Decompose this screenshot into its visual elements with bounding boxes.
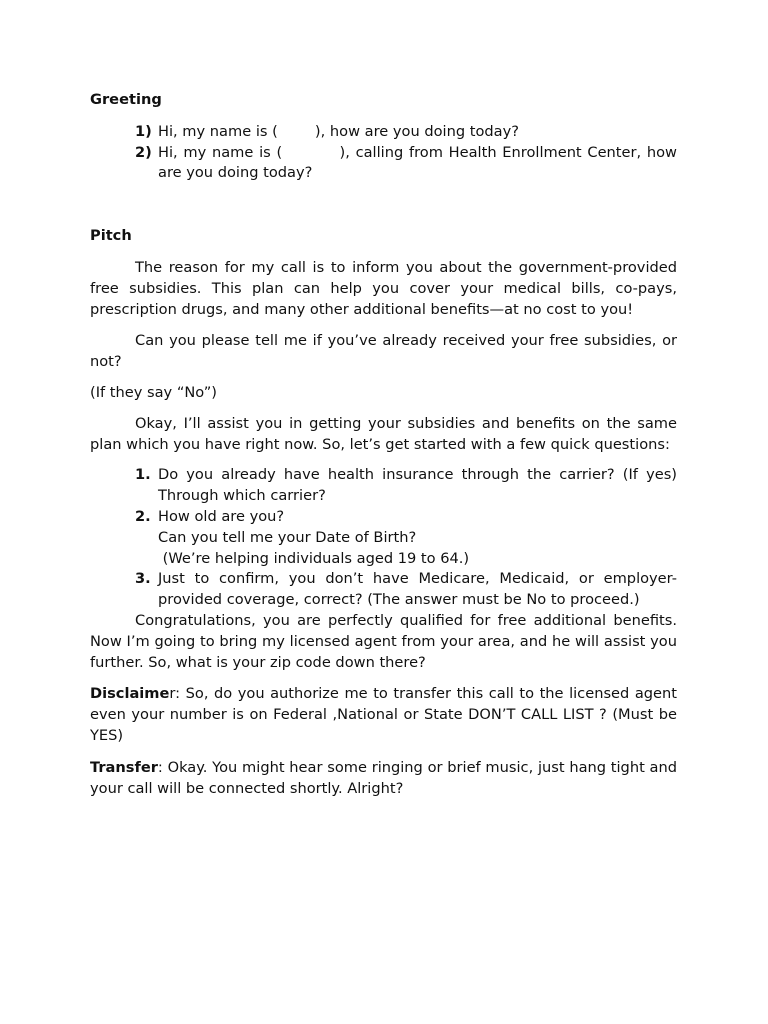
question-text: Do you already have health insurance through the carrier? (If yes) Through which carrier? bbox=[158, 466, 677, 505]
greeting-item bbox=[90, 143, 682, 185]
question-item bbox=[90, 507, 677, 569]
list-number: 2) bbox=[135, 143, 152, 161]
transfer-label: Transfer bbox=[90, 758, 158, 776]
question-text: Just to confirm, you don’t have Medicare, Medicaid, or employer-provided coverage, correct? (The answer must be No to proceed.) bbox=[158, 570, 677, 609]
document-page bbox=[90, 90, 682, 799]
list-number: 3. bbox=[135, 570, 151, 588]
list-number: 2. bbox=[135, 507, 151, 525]
greeting-text: Hi, my name is ( ), how are you doing today? bbox=[158, 122, 519, 140]
pitch-condition: (If they say “No”) bbox=[90, 383, 217, 401]
question-text: Can you tell me your Date of Birth? bbox=[158, 528, 417, 546]
greeting-heading: Greeting bbox=[90, 91, 162, 108]
greeting-list bbox=[90, 122, 682, 184]
greeting-text: Hi, my name is ( ), calling from Health Enrollment Center, how are you doing today? bbox=[158, 143, 682, 182]
disclaimer-paragraph bbox=[90, 684, 677, 746]
disclaimer-text: r: So, do you authorize me to transfer this call to the licensed agent even your number is on Federal ,National or State DON’T CALL LIST ? (Must be YES) bbox=[90, 685, 677, 744]
section-spacer bbox=[90, 184, 677, 226]
pitch-heading: Pitch bbox=[90, 227, 132, 245]
question-item bbox=[90, 465, 677, 507]
question-note: (We’re helping individuals aged 19 to 64.) bbox=[158, 549, 470, 567]
transfer-text: : Okay. You might hear some ringing or brief music, just hang tight and your call will be connected shortly. Alright? bbox=[90, 758, 677, 797]
pitch-paragraph-1: The reason for my call is to inform you about the government-provided free subsidies. This plan can help you cover your medical bills, co-pays, prescription drugs, and many other additional benefits—at no cost to you! bbox=[90, 258, 677, 318]
pitch-paragraph-2: Can you please tell me if you’ve already received your free subsidies, or not? bbox=[90, 332, 677, 371]
question-text: How old are you? bbox=[158, 507, 285, 525]
question-item bbox=[90, 569, 677, 611]
disclaimer-label: Disclaime bbox=[90, 685, 170, 703]
list-number: 1. bbox=[135, 466, 151, 484]
greeting-item bbox=[90, 122, 677, 143]
question-list bbox=[90, 465, 677, 611]
list-number: 1) bbox=[135, 122, 152, 140]
pitch-paragraph-4: Congratulations, you are perfectly qualified for free additional benefits. Now I’m going to bring my licensed agent from your area, and he will assist you further. So, what is your zip code down there? bbox=[90, 611, 677, 671]
pitch-paragraph-3: Okay, I’ll assist you in getting your subsidies and benefits on the same plan which you have right now. So, let’s get started with a few quick questions: bbox=[90, 414, 677, 453]
transfer-paragraph bbox=[90, 758, 677, 800]
